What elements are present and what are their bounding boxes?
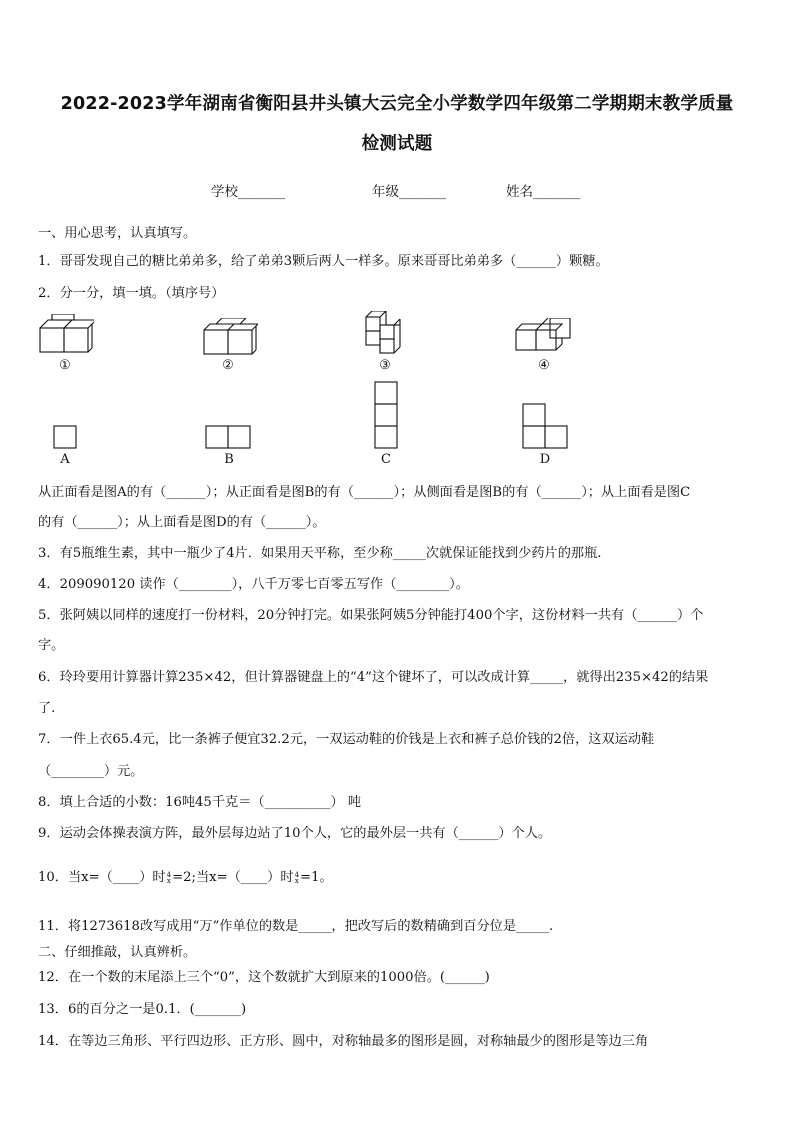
section-1-heading: 一、用心思考，认真填写。 — [38, 226, 197, 241]
view-label-a: A — [60, 452, 70, 467]
document-title-line1: 2022-2023学年湖南省衡阳县井头镇大云完全小学数学四年级第二学期期末教学质量 — [60, 94, 734, 114]
question-10-part3: =1。 — [300, 870, 333, 885]
view-label-c: C — [381, 452, 391, 467]
question-6-line2: 了. — [38, 701, 56, 716]
view-c — [374, 381, 398, 449]
question-7-line1: 7．一件上衣65.4元，比一条裤子便宜32.2元，一双运动鞋的价钱是上衣和裤子总价钱的2倍，这双运动鞋 — [38, 732, 655, 747]
figure-label-3: ③ — [379, 358, 391, 373]
figure-cubes-2 — [202, 318, 258, 356]
figure-label-4: ④ — [538, 358, 550, 373]
document-title-line2: 检测试题 — [361, 134, 433, 154]
question-11: 11．将1273618改写成用“万”作单位的数是_____，把改写后的数精确到百分位是_____. — [38, 919, 554, 934]
figure-label-1: ① — [59, 358, 71, 373]
question-2-line1: 从正面看是图A的有（______）；从正面看是图B的有（______）；从侧面看是图B的有（______）；从上面看是图C — [38, 485, 691, 500]
view-label-d: D — [539, 452, 551, 467]
view-b — [205, 425, 253, 449]
fraction-4-over-x: 4 x — [166, 870, 172, 885]
question-6-line1: 6．玲玲要用计算器计算235×42，但计算器键盘上的“4”这个键坏了，可以改成计算_____，就得出235×42的结果 — [38, 670, 709, 685]
question-2-line2: 的有（______）；从上面看是图D的有（______）。 — [38, 515, 326, 530]
figure-cubes-3 — [364, 311, 410, 355]
fraction-4-over-x-2: 4 x — [294, 870, 300, 885]
figure-cubes-4 — [514, 318, 576, 354]
view-a — [53, 425, 77, 449]
school-field: 学校_______ — [211, 184, 286, 200]
question-5-line1: 5．张阿姨以同样的速度打一份材料，20分钟打完。如果张阿姨5分钟能打400个字，这份材料一共有（______）个 — [38, 608, 704, 623]
view-label-b: B — [224, 452, 234, 467]
grade-field: 年级_______ — [372, 184, 447, 200]
question-14: 14．在等边三角形、平行四边形、正方形、圆中，对称轴最多的图形是圆，对称轴最少的图形是等边三角 — [38, 1034, 649, 1049]
question-3: 3．有5瓶维生素，其中一瓶少了4片．如果用天平称，至少称_____次就保证能找到少药片的那瓶. — [38, 546, 602, 561]
question-1: 1．哥哥发现自己的糖比弟弟多，给了弟弟3颗后两人一样多。原来哥哥比弟弟多（______）颗糖。 — [38, 254, 609, 269]
name-field: 姓名_______ — [506, 184, 581, 200]
question-8: 8．填上合适的小数：16吨45千克＝（__________） 吨 — [38, 795, 362, 810]
question-9: 9．运动会体操表演方阵，最外层每边站了10个人，它的最外层一共有（______）个人。 — [38, 826, 552, 841]
question-10-part1: 10．当x=（____）时 — [38, 870, 166, 885]
figure-label-2: ② — [222, 358, 234, 373]
view-d — [522, 403, 570, 449]
question-13: 13．6的百分之一是0.1．(_______) — [38, 1002, 247, 1017]
figure-cubes-1 — [38, 314, 94, 356]
section-2-heading: 二、仔细推敲，认真辨析。 — [38, 945, 197, 960]
question-12: 12．在一个数的末尾添上三个“0”，这个数就扩大到原来的1000倍。(______) — [38, 970, 490, 985]
question-10 — [38, 866, 333, 885]
question-10-part2: =2;当x=（____）时 — [172, 870, 294, 885]
question-4: 4．209090120 读作（________），八千万零七百零五写作（________）。 — [38, 577, 469, 592]
question-2: 2．分一分，填一填。（填序号） — [38, 286, 225, 301]
question-5-line2: 字。 — [38, 638, 65, 653]
question-7-line2: （________）元。 — [38, 764, 144, 779]
